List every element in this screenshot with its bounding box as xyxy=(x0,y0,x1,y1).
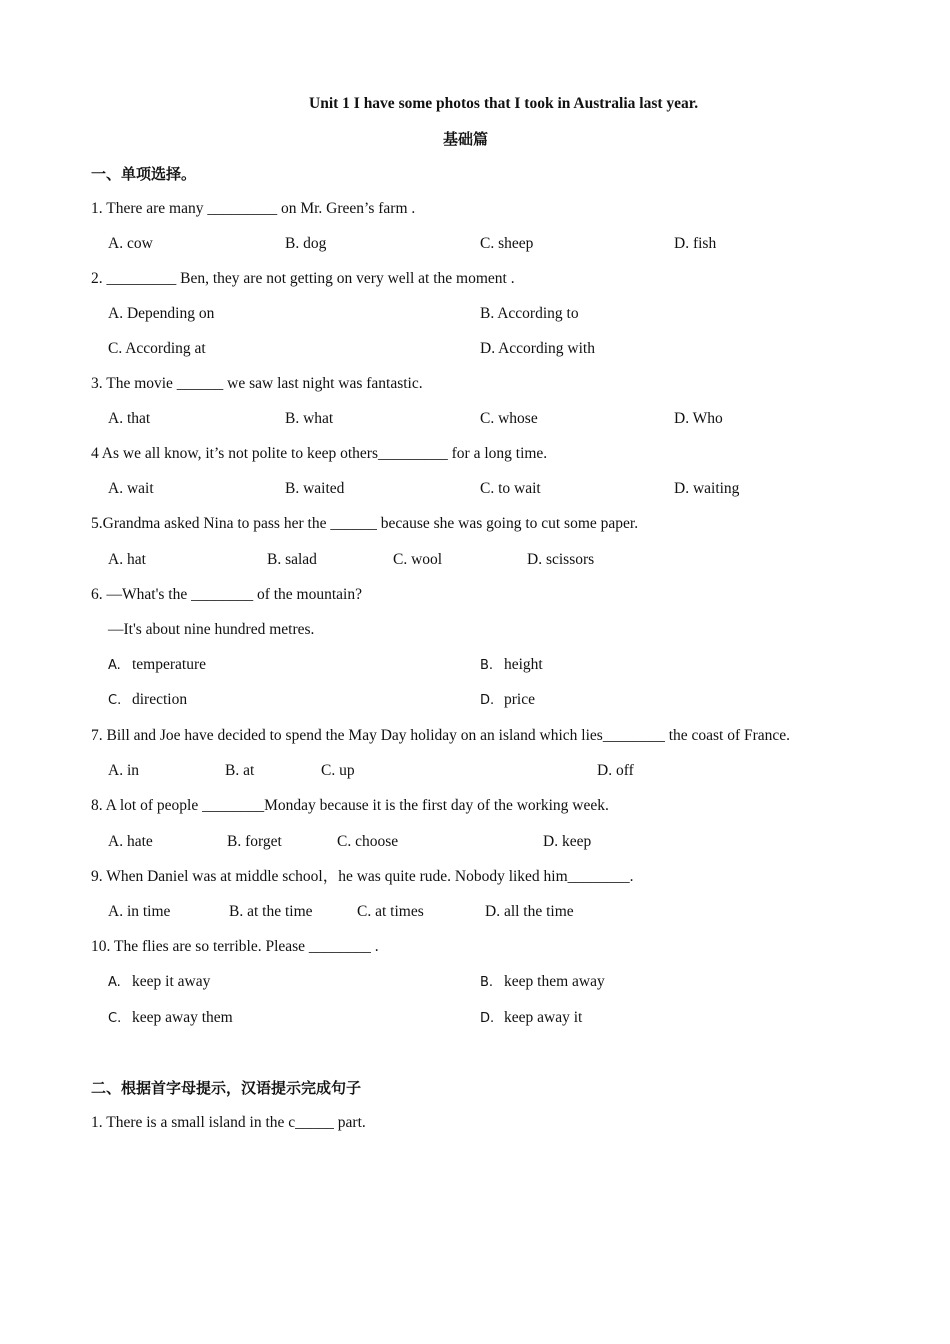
question-3-option-c[interactable]: C. whose xyxy=(480,410,538,427)
option-label: A. xyxy=(108,658,121,673)
question-9-option-d[interactable]: D. all the time xyxy=(485,903,574,920)
option-text: keep away it xyxy=(504,1009,583,1026)
question-6-answer-line: —It's about nine hundred metres. xyxy=(108,621,315,638)
option-label: C. xyxy=(108,693,122,708)
question-4-option-b[interactable]: B. waited xyxy=(285,480,345,497)
question-5-option-d[interactable]: D. scissors xyxy=(527,551,595,568)
option-text: temperature xyxy=(132,656,207,673)
section2-heading: 二、根据首字母提示，汉语提示完成句子 xyxy=(91,1079,362,1097)
question-10-option-b[interactable] xyxy=(480,972,605,993)
option-text: keep them away xyxy=(504,973,605,990)
option-text: keep away them xyxy=(132,1009,233,1026)
question-2-option-c[interactable]: C. According at xyxy=(108,340,206,357)
option-text: direction xyxy=(132,691,188,708)
question-1-option-a[interactable]: A. cow xyxy=(108,235,153,252)
question-6-option-a[interactable] xyxy=(108,655,206,676)
question-4-option-d[interactable]: D. waiting xyxy=(674,480,740,497)
question-9-option-a[interactable]: A. in time xyxy=(108,903,171,920)
question-7-option-a[interactable]: A. in xyxy=(108,762,139,779)
question-1-option-c[interactable]: C. sheep xyxy=(480,235,534,252)
question-6-option-b[interactable] xyxy=(480,655,543,676)
option-label: D. xyxy=(480,1011,495,1026)
option-label: B. xyxy=(480,975,494,990)
question-10-option-a[interactable] xyxy=(108,972,210,993)
option-text: price xyxy=(504,691,535,708)
question-9-option-c[interactable]: C. at times xyxy=(357,903,424,920)
question-5-option-b[interactable]: B. salad xyxy=(267,551,317,568)
option-label: A. xyxy=(108,975,121,990)
question-9-stem: 9. When Daniel was at middle school，he was quite rude. Nobody liked him________. xyxy=(91,868,634,885)
question-9-option-b[interactable]: B. at the time xyxy=(229,903,313,920)
question-7-option-c[interactable]: C. up xyxy=(321,762,355,779)
section1-heading: 一、单项选择。 xyxy=(91,165,197,183)
question-10-stem: 10. The flies are so terrible. Please ________ . xyxy=(91,938,379,955)
option-label: C. xyxy=(108,1011,122,1026)
section2-question-1-stem: 1. There is a small island in the c_____ part. xyxy=(91,1114,366,1131)
page-subtitle: 基础篇 xyxy=(443,130,489,148)
question-2-option-d[interactable]: D. According with xyxy=(480,340,595,357)
question-5-option-c[interactable]: C. wool xyxy=(393,551,443,568)
question-2-stem: 2. _________ Ben, they are not getting on very well at the moment . xyxy=(91,270,515,287)
question-8-stem: 8. A lot of people ________Monday because it is the first day of the working week. xyxy=(91,797,609,814)
question-3-option-a[interactable]: A. that xyxy=(108,410,151,427)
option-text: keep it away xyxy=(132,973,211,990)
question-10-option-c[interactable] xyxy=(108,1008,233,1029)
question-8-option-c[interactable]: C. choose xyxy=(337,833,399,850)
question-4-option-c[interactable]: C. to wait xyxy=(480,480,541,497)
question-7-option-d[interactable]: D. off xyxy=(597,762,634,779)
question-10-option-d[interactable] xyxy=(480,1008,582,1029)
option-label: B. xyxy=(480,658,494,673)
question-1-option-d[interactable]: D. fish xyxy=(674,235,717,252)
question-5-stem: 5.Grandma asked Nina to pass her the ______ because she was going to cut some paper. xyxy=(91,515,639,532)
question-6-option-d[interactable] xyxy=(480,690,535,711)
question-4-option-a[interactable]: A. wait xyxy=(108,480,154,497)
question-2-option-a[interactable]: A. Depending on xyxy=(108,305,215,322)
option-label: D. xyxy=(480,693,495,708)
question-7-option-b[interactable]: B. at xyxy=(225,762,255,779)
question-8-option-b[interactable]: B. forget xyxy=(227,833,282,850)
option-text: height xyxy=(504,656,543,673)
question-6-stem: 6. —What's the ________ of the mountain? xyxy=(91,586,362,603)
question-7-stem: 7. Bill and Joe have decided to spend the May Day holiday on an island which lies________ the coast of France. xyxy=(91,727,791,744)
question-6-option-c[interactable] xyxy=(108,690,187,711)
question-3-option-d[interactable]: D. Who xyxy=(674,410,723,427)
question-3-option-b[interactable]: B. what xyxy=(285,410,334,427)
question-2-option-b[interactable]: B. According to xyxy=(480,305,579,322)
question-4-stem: 4 As we all know, it’s not polite to keep others_________ for a long time. xyxy=(91,445,548,462)
question-8-option-a[interactable]: A. hate xyxy=(108,833,153,850)
question-3-stem: 3. The movie ______ we saw last night was fantastic. xyxy=(91,375,423,392)
question-1-option-b[interactable]: B. dog xyxy=(285,235,327,252)
question-8-option-d[interactable]: D. keep xyxy=(543,833,592,850)
question-1-stem: 1. There are many _________ on Mr. Green’s farm . xyxy=(91,200,416,217)
question-5-option-a[interactable]: A. hat xyxy=(108,551,146,568)
page-title: Unit 1 I have some photos that I took in Australia last year. xyxy=(309,95,699,112)
